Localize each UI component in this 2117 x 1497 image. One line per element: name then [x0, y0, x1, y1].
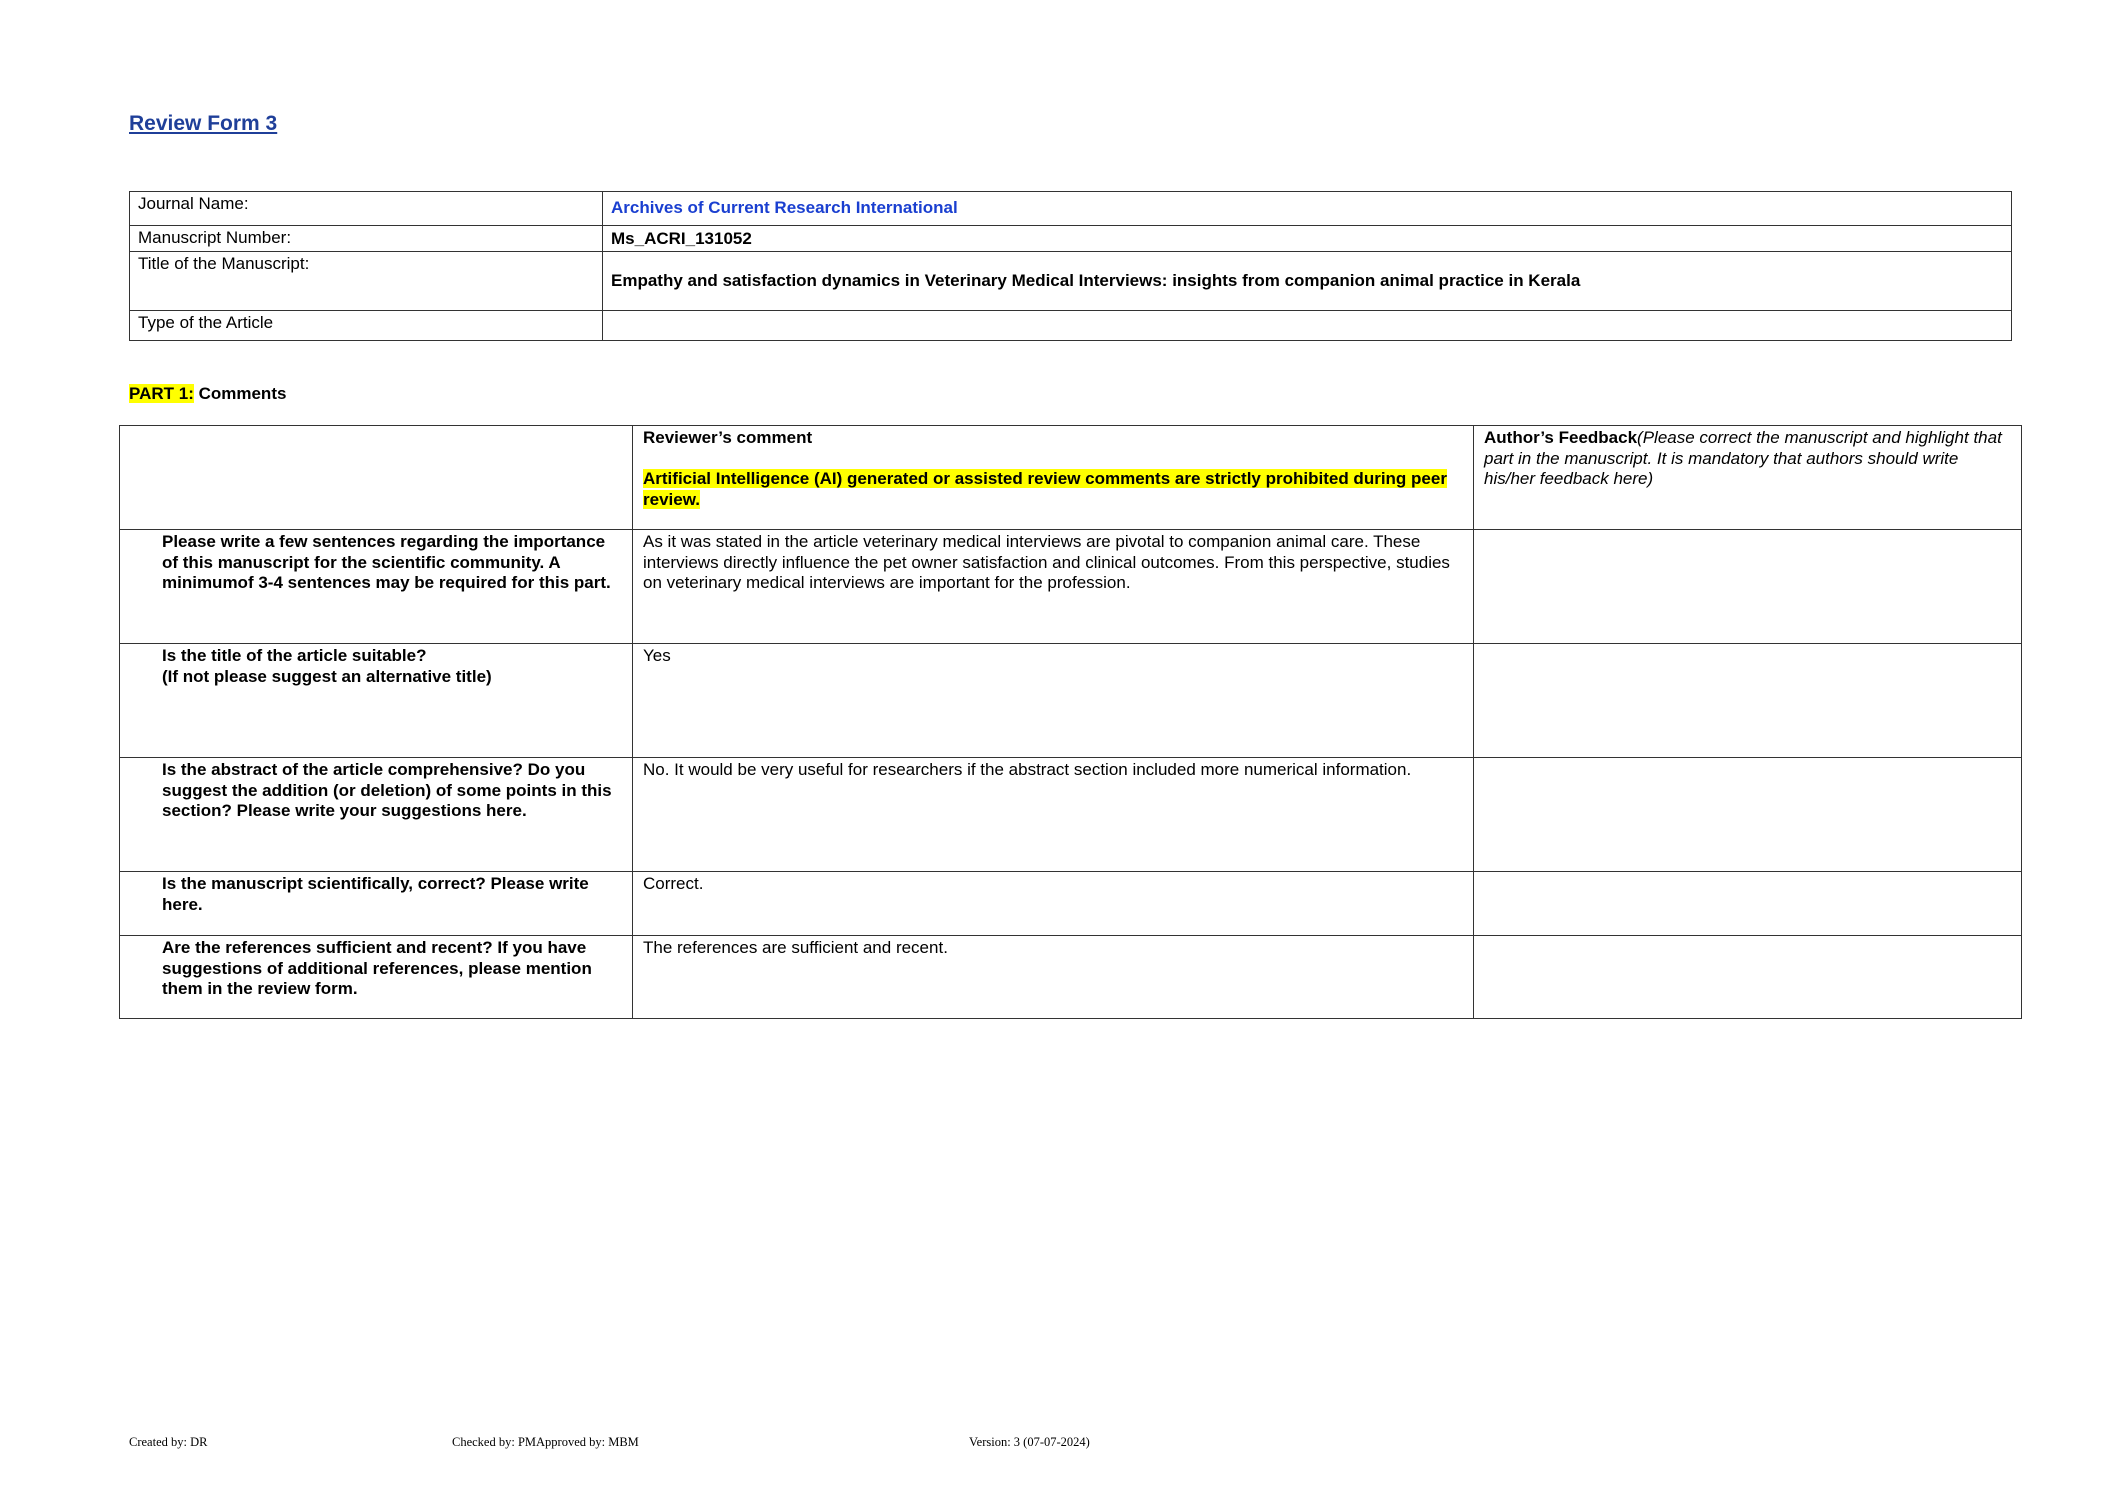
form-title: Review Form 3	[129, 112, 278, 135]
journal-label: Journal Name:	[130, 192, 603, 226]
question-title-suitable: Is the title of the article suitable? (If not please suggest an alternative title)	[120, 644, 633, 758]
manuscript-info-table	[129, 191, 2012, 341]
table-row	[120, 644, 2022, 758]
part1-heading	[129, 384, 286, 404]
author-feedback-header	[1474, 426, 2022, 530]
ai-prohibition-notice: Artificial Intelligence (AI) generated or assisted review comments are strictly prohibited during peer review.	[643, 469, 1447, 509]
journal-row	[130, 192, 2012, 226]
journal-value: Archives of Current Research International	[603, 192, 2012, 226]
manuscript-number-row	[130, 226, 2012, 252]
footer-created-by: Created by: DR	[129, 1435, 208, 1449]
table-row	[120, 936, 2022, 1019]
footer-checked-approved: Checked by: PMApproved by: MBM	[452, 1435, 639, 1449]
feedback-cell[interactable]	[1474, 936, 2022, 1019]
footer-version: Version: 3 (07-07-2024)	[969, 1435, 1090, 1449]
header-empty-cell	[120, 426, 633, 530]
author-feedback-instructions: (Please correct the manuscript and highlight that part in the manuscript. It is mandatory that authors should write his/her feedback here)	[1484, 428, 2002, 488]
comments-header-row	[120, 426, 2022, 530]
reviewer-comment-header	[633, 426, 1474, 530]
article-type-row	[130, 311, 2012, 341]
comment-references: The references are sufficient and recent.	[633, 936, 1474, 1019]
manuscript-title-value: Empathy and satisfaction dynamics in Veterinary Medical Interviews: insights from companion animal practice in Kerala	[603, 252, 2012, 311]
feedback-cell[interactable]	[1474, 758, 2022, 872]
question-scientific: Is the manuscript scientifically, correct? Please write here.	[120, 872, 633, 936]
manuscript-number-value: Ms_ACRI_131052	[603, 226, 2012, 252]
feedback-cell[interactable]	[1474, 530, 2022, 644]
manuscript-title-row	[130, 252, 2012, 311]
question-abstract: Is the abstract of the article comprehensive? Do you suggest the addition (or deletion) of some points in this section? Please write your suggestions here.	[120, 758, 633, 872]
comments-table	[119, 425, 2022, 1019]
manuscript-title-label: Title of the Manuscript:	[130, 252, 603, 311]
feedback-cell[interactable]	[1474, 872, 2022, 936]
feedback-cell[interactable]	[1474, 644, 2022, 758]
question-references: Are the references sufficient and recent? If you have suggestions of additional references, please mention them in the review form.	[120, 936, 633, 1019]
part1-label: PART 1:	[129, 384, 194, 403]
comment-title-suitable: Yes	[633, 644, 1474, 758]
reviewer-comment-title: Reviewer’s comment	[643, 428, 813, 447]
comment-scientific: Correct.	[633, 872, 1474, 936]
table-row	[120, 872, 2022, 936]
article-type-label: Type of the Article	[130, 311, 603, 341]
manuscript-number-label: Manuscript Number:	[130, 226, 603, 252]
article-type-value	[603, 311, 2012, 341]
table-row	[120, 758, 2022, 872]
comment-importance: As it was stated in the article veterinary medical interviews are pivotal to companion animal care. These interviews directly influence the pet owner satisfaction and clinical outcomes. From this perspective, studies on veterinary medical interviews are important for the profession.	[633, 530, 1474, 644]
question-importance: Please write a few sentences regarding the importance of this manuscript for the scientific community. A minimumof 3-4 sentences may be required for this part.	[120, 530, 633, 644]
comment-abstract: No. It would be very useful for researchers if the abstract section included more numerical information.	[633, 758, 1474, 872]
table-row	[120, 530, 2022, 644]
author-feedback-title: Author’s Feedback	[1484, 428, 1638, 447]
part1-title: Comments	[193, 384, 287, 403]
